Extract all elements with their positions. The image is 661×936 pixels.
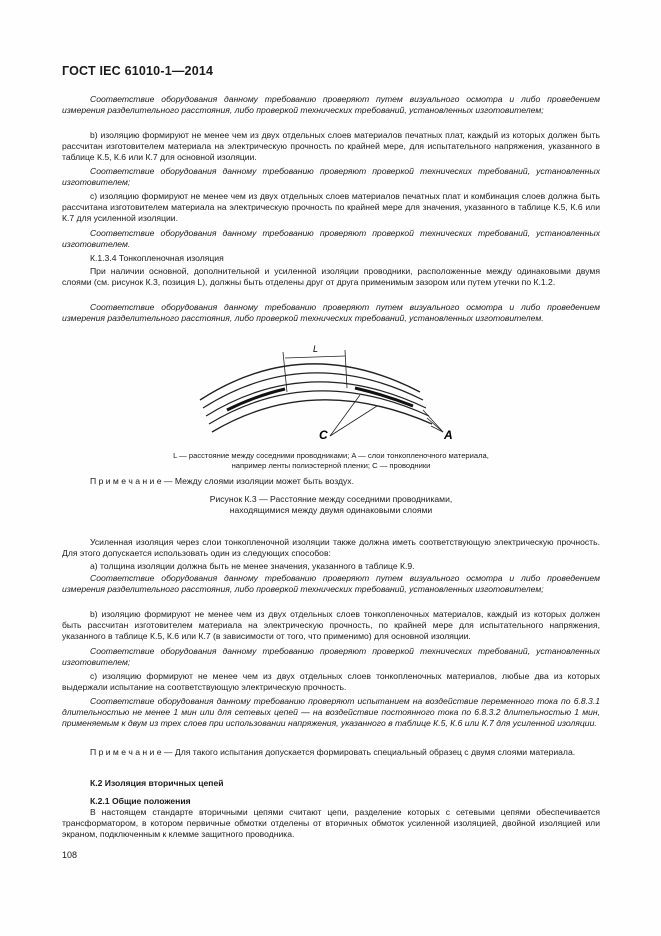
item-c-paragraph: c) изоляцию формируют не менее чем из двух отдельных слоев тонкопленочных материалов, любые два из которых выдержали испытание на соответствующую электрическую прочность. [62, 671, 600, 693]
compliance-paragraph: Соответствие оборудования данному требованию проверяют путем визуального осмотра и либо проведением измерения разделительного расстояния, либо проверкой технических требований, установленных изготовителем. [62, 302, 600, 324]
compliance-paragraph: Соответствие оборудования данному требованию проверяют испытанием на воздействие переменного тока по 6.8.3.1 длительностью не менее 1 мин или для сетевых цепей — на воздействие постоянного тока по 6.8.3.2 длительностью 1 мин, применяемым к двум из трех слоев при использовании напряжения, указанного в таблице К.5, К.6 или К.7 для усиленной изоляции. [62, 696, 600, 729]
note-paragraph: П р и м е ч а н и е — Для такого испытания допускается формировать специальный образец с двумя слоями материала. [90, 747, 576, 757]
figure-note: П р и м е ч а н и е — Между слоями изоляции может быть воздух. [90, 476, 354, 486]
leader-c2 [330, 406, 377, 436]
compliance-paragraph: Соответствие оборудования данному требованию проверяют путем визуального осмотра и либо проведением измерения разделительного расстояния, либо проверкой технических требований, установленных изготовителем; [62, 573, 600, 595]
label-A: A [444, 428, 453, 442]
section-heading-k21: К.2.1 Общие положения [90, 796, 191, 806]
compliance-paragraph: Соответствие оборудования данному требованию проверяют проверкой технических требований, установленных изготовителем. [62, 228, 600, 250]
dimension-tick-right [345, 350, 347, 388]
label-L: L [313, 344, 319, 354]
reinforced-insulation-paragraph: Усиленная изоляция через слои тонкопленочной изоляции также должна иметь соответствующую электрическую прочность. Для этого допускается использовать один из следующих способов: [62, 537, 600, 559]
document-header: ГОСТ IEC 61010-1—2014 [62, 64, 214, 78]
section-heading-k134: К.1.3.4 Тонкопленочная изоляция [90, 253, 224, 263]
label-C: C [319, 428, 328, 442]
item-b-paragraph: b) изоляцию формируют не менее чем из двух отдельных слоев тонкопленочных материалов, каждый из которых должен быть рассчитан изготовителем материала на электрическую прочность, по крайней мере для испытательного напряжения, указанного в таблице К.5, К.6 или К.7 (в зависимости от того, что применимо) для основной изоляции. [62, 609, 600, 642]
figure-title-line1: Рисунок К.3 — Расстояние между соседними проводниками, [209, 494, 453, 504]
item-c-paragraph: c) изоляцию формируют не менее чем из двух отдельных слоев материалов печатных плат и комбинация слоев должна быть рассчитана изготовителем материала на электрическую прочность по крайней мере для значения, указанного в таблице К.5, К.6 или К.7 для усиленной изоляции. [62, 191, 600, 224]
figure-legend-line1: L — расстояние между соседними проводниками; A — слои тонкопленочного материала, [173, 451, 489, 460]
compliance-paragraph: Соответствие оборудования данному требованию проверяют проверкой технических требований, установленных изготовителем; [62, 166, 600, 188]
figure-legend-line2: например ленты полиэстерной пленки; C — проводники [231, 461, 431, 470]
section-heading-k2: К.2 Изоляция вторичных цепей [90, 778, 224, 788]
leader-a2 [427, 418, 443, 432]
page-number: 108 [62, 850, 78, 860]
figure-k3-diagram [195, 340, 475, 445]
compliance-paragraph: Соответствие оборудования данному требованию проверяют проверкой технических требований, установленных изготовителем; [62, 646, 600, 668]
item-a-paragraph: a) толщина изоляции должна быть не менее значения, указанного в таблице К.9. [90, 561, 415, 571]
compliance-paragraph: Соответствие оборудования данному требованию проверяют путем визуального осмотра и либо проведением измерения разделительного расстояния, либо проверкой технических требований, установленных изготовителем; [62, 94, 600, 116]
item-b-paragraph: b) изоляцию формируют не менее чем из двух отдельных слоев материалов печатных плат, каждый из которых должен быть рассчитан изготовителем материала на электрическую прочность по крайней мере, для испытательного напряжения, указанного в таблице К.5, К.6 или К.7 для основной изоляции. [62, 130, 600, 163]
thin-film-paragraph: При наличии основной, дополнительной и усиленной изоляции проводники, расположенные между одинаковыми двумя слоями (см. рисунок К.3, позиция L), должны быть отделены друг от друга применимым зазором или путем утечки по К.1.2. [62, 266, 600, 288]
secondary-circuits-paragraph: В настоящем стандарте вторичными цепями считают цепи, разделение которых с сетевыми цепями обеспечивается трансформатором, в котором первичные обмотки отделены от вторичных обмоток усиленной изоляцией, двойной изоляцией или экраном, подключенным к клемме защитного проводника. [62, 807, 600, 840]
figure-title-line2: находящимися между двумя одинаковыми слоями [229, 505, 433, 515]
dimension-line [285, 356, 345, 358]
